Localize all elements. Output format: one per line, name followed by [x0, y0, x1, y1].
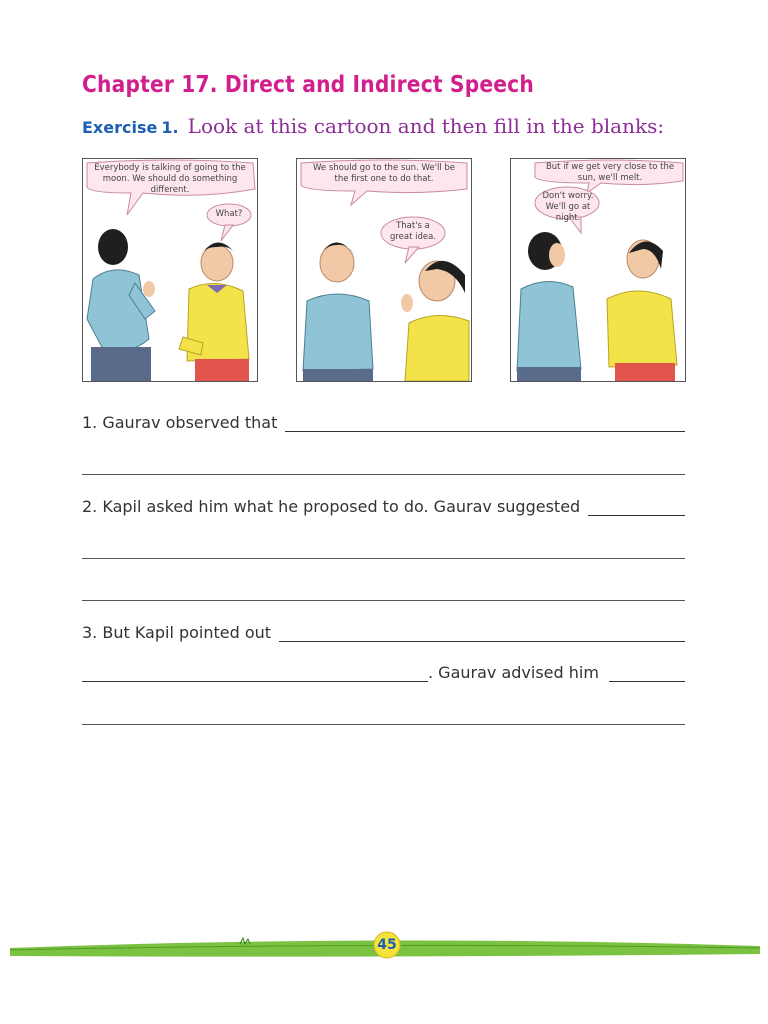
speech-bubble-text: Don't worry. We'll go at night. [542, 191, 594, 223]
question-1 [82, 410, 685, 432]
answer-blank[interactable] [82, 663, 428, 682]
question-2 [82, 494, 685, 516]
exercise-heading [82, 114, 664, 138]
cartoon-panel-1 [82, 158, 258, 382]
question-1-text: 1. Gaurav observed that [82, 413, 278, 432]
question-3-text: 3. But Kapil pointed out [82, 623, 272, 642]
page-number: 45 [377, 937, 397, 953]
exercise-instruction: Look at this cartoon and then fill in the blanks: [187, 114, 665, 138]
answer-blank[interactable] [609, 663, 685, 682]
speech-bubble-text: We should go to the sun. We'll be the first one to do that. [312, 163, 455, 184]
answer-blank-line[interactable] [82, 558, 685, 559]
answer-blank[interactable] [285, 413, 685, 432]
answer-blank-line[interactable] [82, 474, 685, 475]
speech-bubble-text: Everybody is talking of going to the moon. We should do something different. [94, 163, 246, 195]
speech-bubble-text: What? [215, 209, 243, 219]
answer-blank-line[interactable] [82, 724, 685, 725]
question-3-advice-text: . Gaurav advised him [428, 663, 599, 682]
cartoon-panel-2 [296, 158, 472, 382]
answer-blank-line[interactable] [82, 600, 685, 601]
speech-bubble-text: That's a great idea. [389, 221, 437, 242]
question-2-text: 2. Kapil asked him what he proposed to do. Gaurav suggested [82, 497, 581, 516]
panel-3-illustration [511, 159, 685, 381]
exercise-number: 1. [161, 118, 179, 137]
chapter-title: Chapter 17. Direct and Indirect Speech [82, 72, 534, 98]
exercise-label: Exercise [82, 118, 158, 137]
question-3-continued [82, 660, 685, 682]
answer-blank[interactable] [279, 623, 685, 642]
panel-2-illustration [297, 159, 471, 381]
speech-bubble-text: But if we get very close to the sun, we'll melt. [545, 162, 675, 183]
cartoon-panel-3 [510, 158, 686, 382]
question-3 [82, 620, 685, 642]
answer-blank[interactable] [588, 497, 685, 516]
